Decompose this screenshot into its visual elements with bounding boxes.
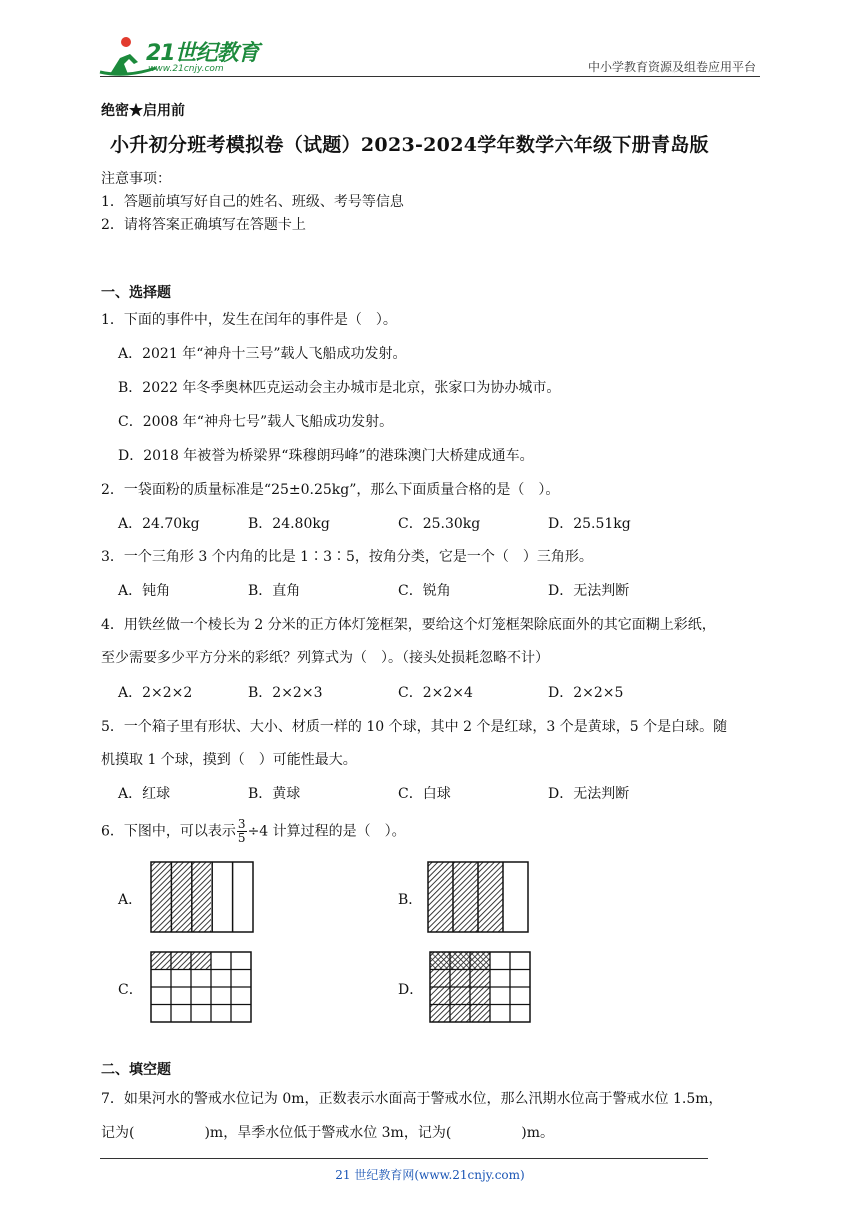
- question-4-stem: 4．用铁丝做一个棱长为 2 分米的正方体灯笼框架，要给这个灯笼框架除底面外的其它面糊上彩纸，: [101, 617, 716, 633]
- footer-link[interactable]: 21 世纪教育网(www.21cnjy.com): [335, 1168, 525, 1182]
- secret-mark: 绝密★启用前: [101, 103, 185, 119]
- question-1-stem: 1．下面的事件中，发生在闰年的事件是（ ）。: [101, 312, 397, 328]
- q3-option-d: D．无法判断: [548, 583, 630, 599]
- section-heading-fill: 二、填空题: [101, 1062, 171, 1078]
- q2-option-b: B．24.80kg: [248, 516, 330, 532]
- q3-option-b: B．直角: [248, 583, 301, 599]
- q2-option-c: C．25.30kg: [398, 516, 481, 532]
- question-3-stem: 3．一个三角形 3 个内角的比是 1∶3∶5，按角分类，它是一个（ ）三角形。: [101, 549, 593, 565]
- q1-option-b: B．2022 年冬季奥林匹克运动会主办城市是北京，张家口为协办城市。: [118, 380, 561, 396]
- q4-option-d: D．2×2×5: [548, 685, 624, 701]
- question-5-stem: 5．一个箱子里有形状、大小、材质一样的 10 个球，其中 2 个是红球，3 个是黄球，5 个是白球。随: [101, 719, 728, 735]
- q6-figure-label-a: A．: [118, 892, 143, 908]
- header-divider: [100, 76, 760, 77]
- q6-figure-label-c: C．: [118, 982, 143, 998]
- platform-name: 中小学教育资源及组卷应用平台: [587, 60, 756, 74]
- q5-option-c: C．白球: [398, 786, 451, 802]
- note-item: 1．答题前填写好自己的姓名、班级、考号等信息: [101, 194, 404, 210]
- q5-option-b: B．黄球: [248, 786, 301, 802]
- q6-figure-b: [427, 861, 529, 933]
- q4-option-a: A．2×2×2: [118, 685, 193, 701]
- notes-heading: 注意事项：: [101, 171, 171, 187]
- question-6-stem: 6．下图中，可以表示 $\frac{3}{5}$ ÷4 计算过程的是（ ）。: [101, 817, 406, 845]
- q3-option-c: C．锐角: [398, 583, 451, 599]
- question-2-stem: 2．一袋面粉的质量标准是“25±0.25kg”，那么下面质量合格的是（ ）。: [101, 482, 560, 498]
- question-5-stem-cont: 机摸取 1 个球，摸到（ ）可能性最大。: [101, 752, 357, 768]
- q6-figure-label-b: B．: [398, 892, 423, 908]
- q6-figure-label-d: D．: [398, 982, 424, 998]
- q5-option-a: A．红球: [118, 786, 171, 802]
- page-title: 小升初分班考模拟卷（试题）2023-2024学年数学六年级下册青岛版: [110, 134, 709, 156]
- fraction: $\frac{3}{5}$: [237, 817, 246, 845]
- q6-figure-a: [150, 861, 254, 933]
- footer-divider: [100, 1158, 708, 1159]
- q1-option-a: A．2021 年“神舟十三号”载人飞船成功发射。: [118, 346, 407, 362]
- q1-option-d: D．2018 年被誉为桥梁界“珠穆朗玛峰”的港珠澳门大桥建成通车。: [118, 448, 534, 464]
- q3-option-a: A．钝角: [118, 583, 171, 599]
- q6-figure-c: [150, 951, 252, 1023]
- q5-option-d: D．无法判断: [548, 786, 630, 802]
- logo-url: www.21cnjy.com: [148, 64, 224, 74]
- question-7-stem: 7．如果河水的警戒水位记为 0m，正数表示水面高于警戒水位，那么汛期水位高于警戒水位 1.5m，: [101, 1091, 723, 1107]
- q6-figure-d: [429, 951, 531, 1023]
- logo-text: 21世纪教育: [146, 41, 259, 66]
- q2-option-d: D．25.51kg: [548, 516, 631, 532]
- section-heading-choice: 一、选择题: [101, 285, 171, 301]
- q2-option-a: A．24.70kg: [118, 516, 200, 532]
- q4-option-c: C．2×2×4: [398, 685, 473, 701]
- question-4-stem-cont: 至少需要多少平方分米的彩纸？列算式为（ ）。（接头处损耗忽略不计）: [101, 650, 549, 666]
- question-7-stem-cont: 记为( )m，旱季水位低于警戒水位 3m，记为( )m。: [101, 1125, 555, 1141]
- q4-option-b: B．2×2×3: [248, 685, 323, 701]
- note-item: 2．请将答案正确填写在答题卡上: [101, 217, 306, 233]
- q1-option-c: C．2008 年“神舟七号”载人飞船成功发射。: [118, 414, 394, 430]
